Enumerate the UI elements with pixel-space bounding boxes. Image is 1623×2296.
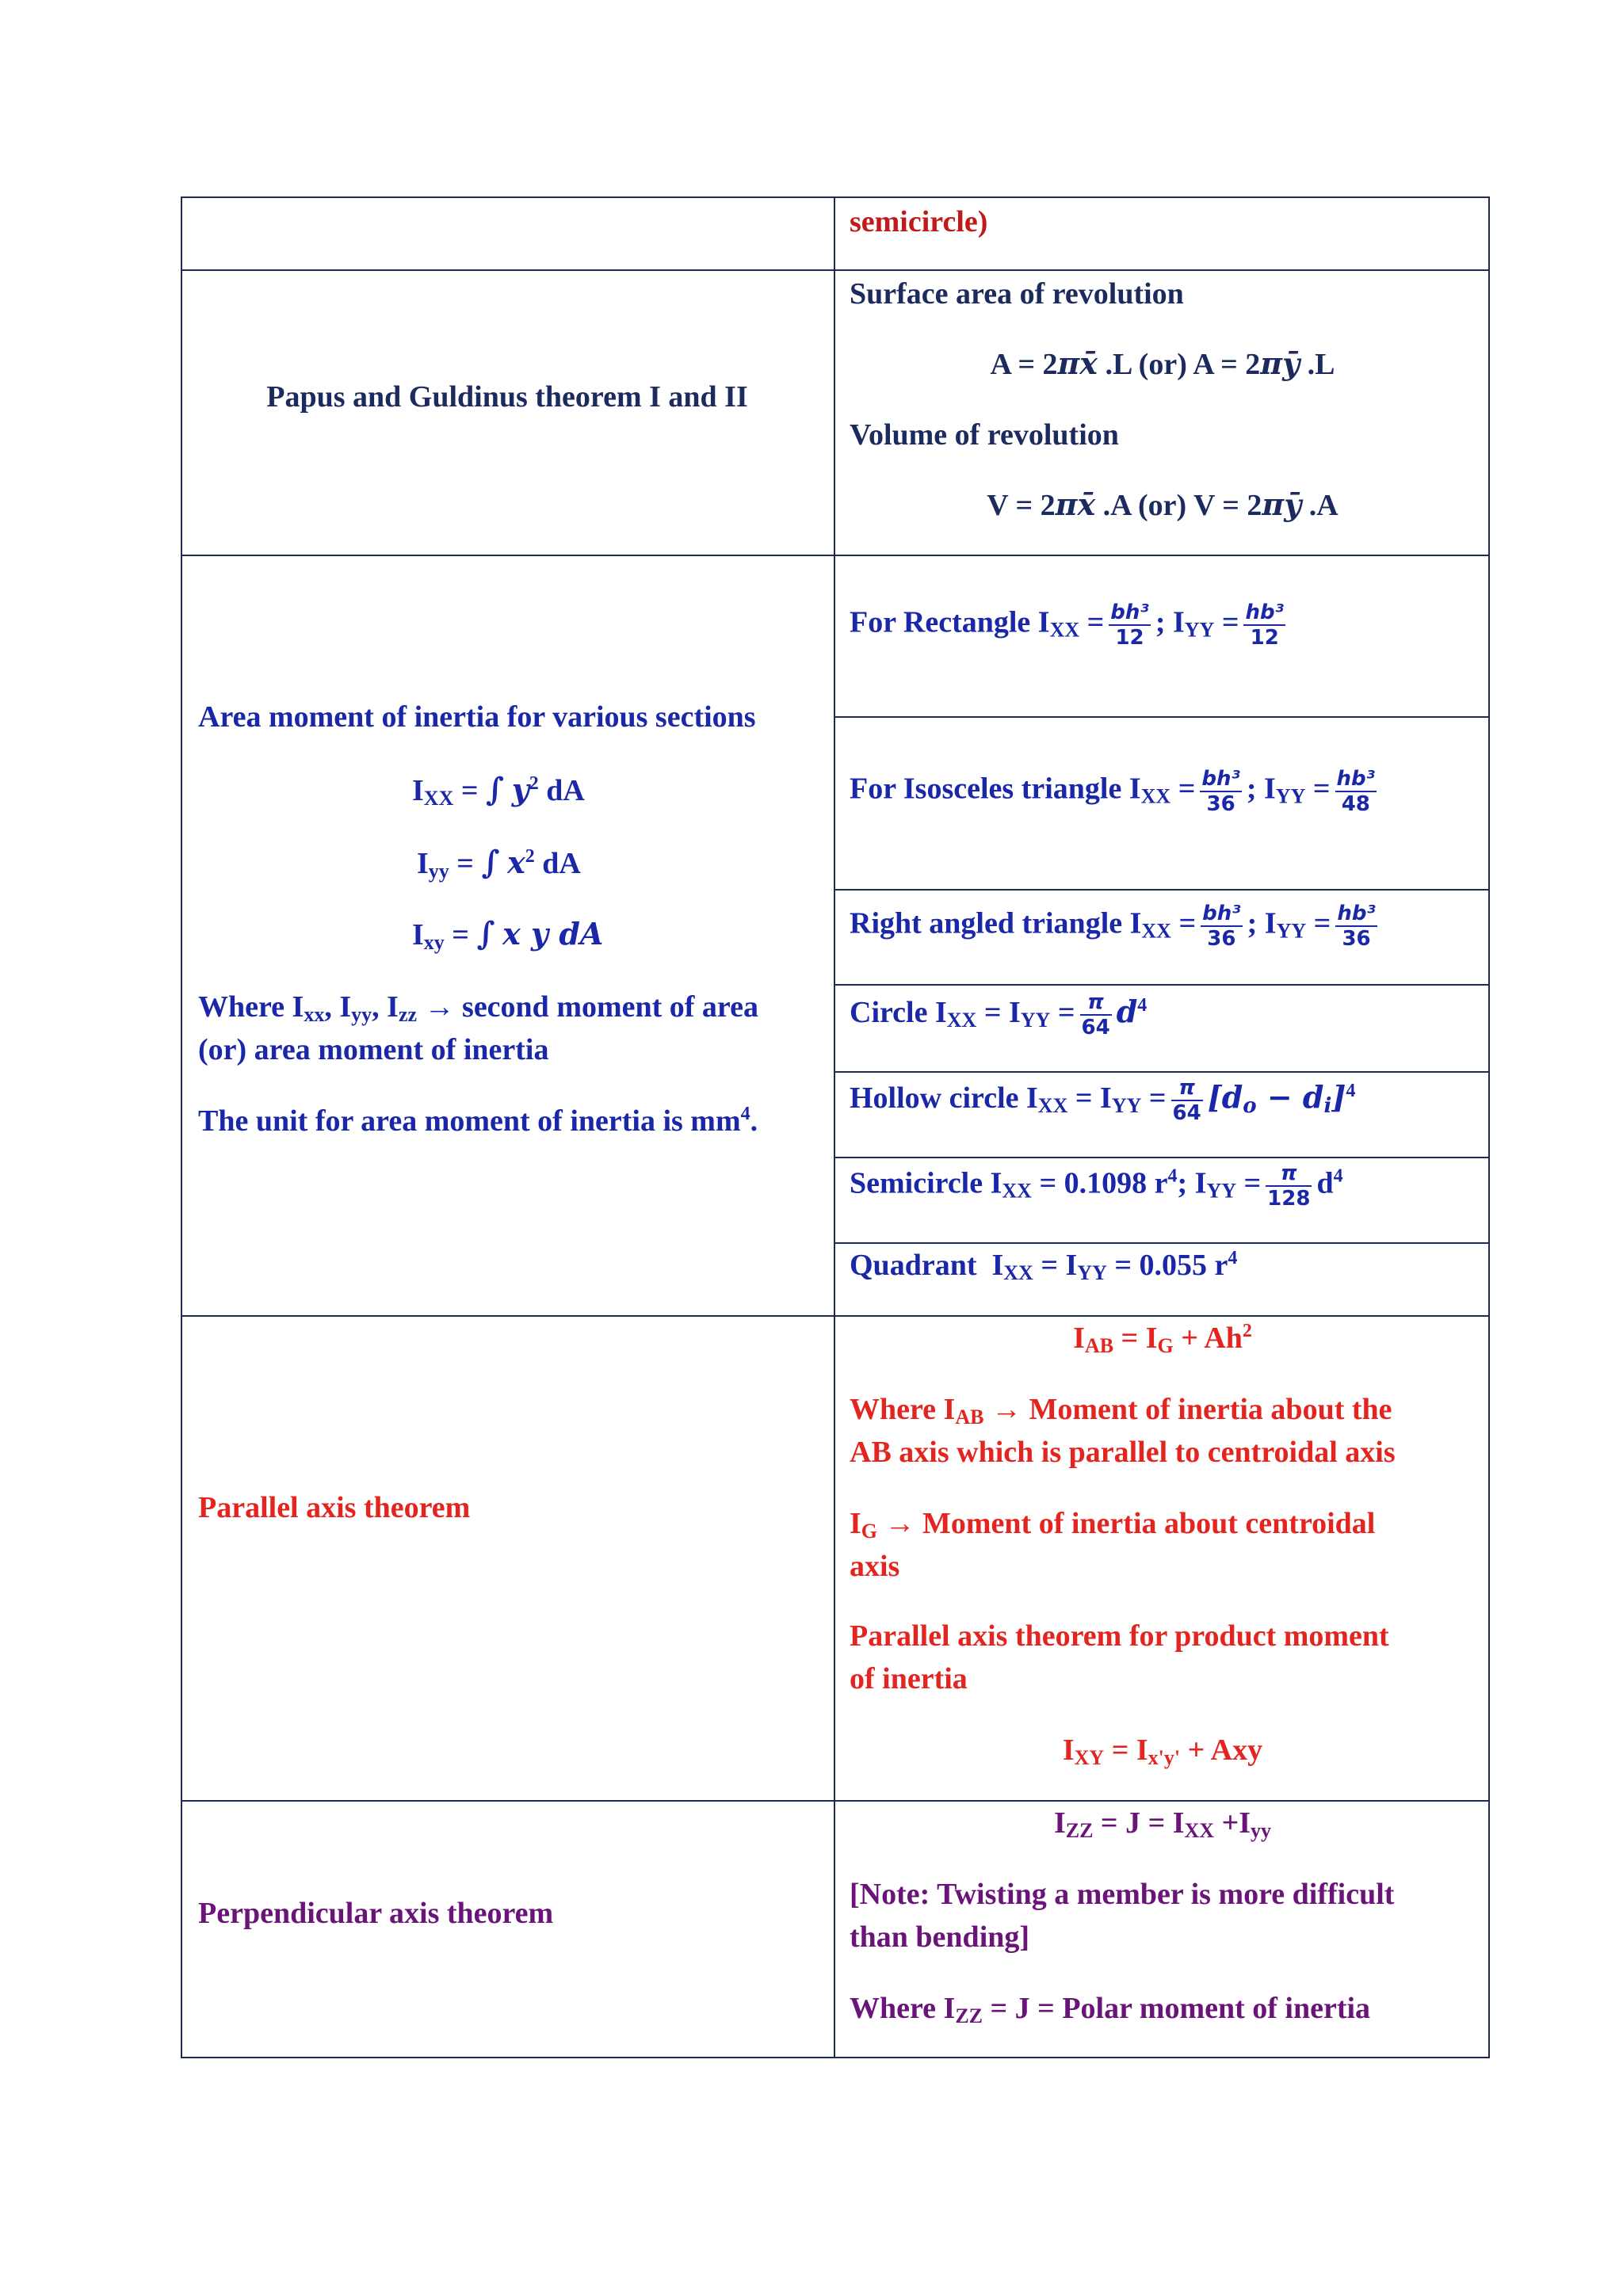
ig-line1: $I_G$ → Moment of inertia about centroidal — [850, 1507, 1376, 1543]
volume-label: Volume of revolution — [850, 418, 1119, 452]
perpendicular-note-line1: [Note: Twisting a member is more difficult — [850, 1878, 1395, 1911]
inertia-title: Area moment of inertia for various sections — [198, 700, 756, 734]
hollow-circle-formula: Hollow circle $I_{XX} = I_{YY}$ = $\frac{\pi}{64}$ $[d_o - d_i]^4$ — [850, 1076, 1356, 1126]
ig-line2: axis — [850, 1550, 900, 1583]
product-formula: $I_{XY} = I_{x'y'}$ + Axy — [1062, 1733, 1263, 1769]
table-border-right — [1488, 196, 1490, 2058]
parallel-title: Parallel axis theorem — [198, 1491, 471, 1524]
row-divider — [835, 889, 1490, 891]
inertia-unit: The unit for area moment of inertia is $mm^4$. — [198, 1104, 758, 1138]
perpendicular-title: Perpendicular axis theorem — [198, 1897, 554, 1930]
volume-formula: V = 2πx̄ .A (or) V = 2πȳ .A — [987, 486, 1338, 522]
table-border-top — [181, 196, 1490, 198]
row-divider — [181, 269, 1490, 271]
ixx-integral: $I_{XX}$ = ∫ $y^2$ dA — [412, 771, 585, 810]
row-divider — [835, 1071, 1490, 1073]
row-divider — [835, 984, 1490, 986]
product-label-line1: Parallel axis theorem for product moment — [850, 1619, 1389, 1653]
ixy-integral: $I_{xy}$ = ∫ x y dA — [412, 915, 604, 954]
circle-formula: Circle $I_{XX} = I_{YY}$ = $\frac{\pi}{64}$ $d^4$ — [850, 990, 1148, 1040]
right-angled-formula: Right angled triangle $I_{XX}$ = $\frac{\text{bh³}}{36}$ ; $I_{YY}$ = $\frac{\text{hb³}}{36}$ — [850, 902, 1376, 951]
perpendicular-note-line2: than bending] — [850, 1920, 1030, 1954]
parallel-formula: $I_{AB} = I_G + Ah^2$ — [1073, 1321, 1252, 1357]
papus-title: Papus and Guldinus theorem I and II — [266, 380, 748, 414]
semicircle-formula: Semicircle $I_{XX} = 0.1098$ $r^4$; $I_{YY}$ = $\frac{\pi}{128}$ $d^4$ — [850, 1161, 1343, 1211]
quadrant-formula: Quadrant $I_{XX} = I_{YY} = 0.055$ $r^4$ — [850, 1248, 1238, 1284]
column-divider — [834, 196, 835, 2058]
surface-area-label: Surface area of revolution — [850, 277, 1184, 311]
parallel-where-line2: AB axis which is parallel to centroidal axis — [850, 1436, 1396, 1469]
iyy-integral: $I_{yy}$ = ∫ $x^2$ dA — [417, 844, 581, 883]
inertia-where-line1: Where $I_{xx}$, $I_{yy}$, $I_{zz}$ → second moment of area — [198, 990, 758, 1026]
table-border-bottom — [181, 2057, 1490, 2058]
inertia-where-line2: (or) area moment of inertia — [198, 1033, 549, 1066]
row-divider — [835, 1157, 1490, 1158]
formula-table — [181, 196, 1490, 2058]
isosceles-formula: For Isosceles triangle $I_{XX}$ = $\frac{\text{bh³}}{36}$ ; $I_{YY}$ = $\frac{\text{hb³}}{48}$ — [850, 767, 1376, 816]
semicircle-continuation: semicircle) — [850, 205, 988, 238]
row-divider — [835, 716, 1490, 718]
surface-area-formula: A = 2πx̄ .L (or) A = 2πȳ .L — [990, 345, 1335, 381]
table-border-left — [181, 196, 182, 2058]
rectangle-formula: For Rectangle $I_{XX}$ = $\frac{\text{bh³}}{12}$ ; $I_{YY}$ = $\frac{\text{hb³}}{12}$ — [850, 601, 1284, 650]
product-label-line2: of inertia — [850, 1662, 968, 1695]
row-divider — [181, 555, 1490, 556]
parallel-where-line1: Where $I_{AB}$ → Moment of inertia about the — [850, 1393, 1392, 1428]
perpendicular-formula: $I_{ZZ} = J = I_{XX} +I_{yy}$ — [1053, 1806, 1272, 1842]
perpendicular-where: Where $I_{ZZ} = J$ = Polar moment of inertia — [850, 1992, 1371, 2027]
